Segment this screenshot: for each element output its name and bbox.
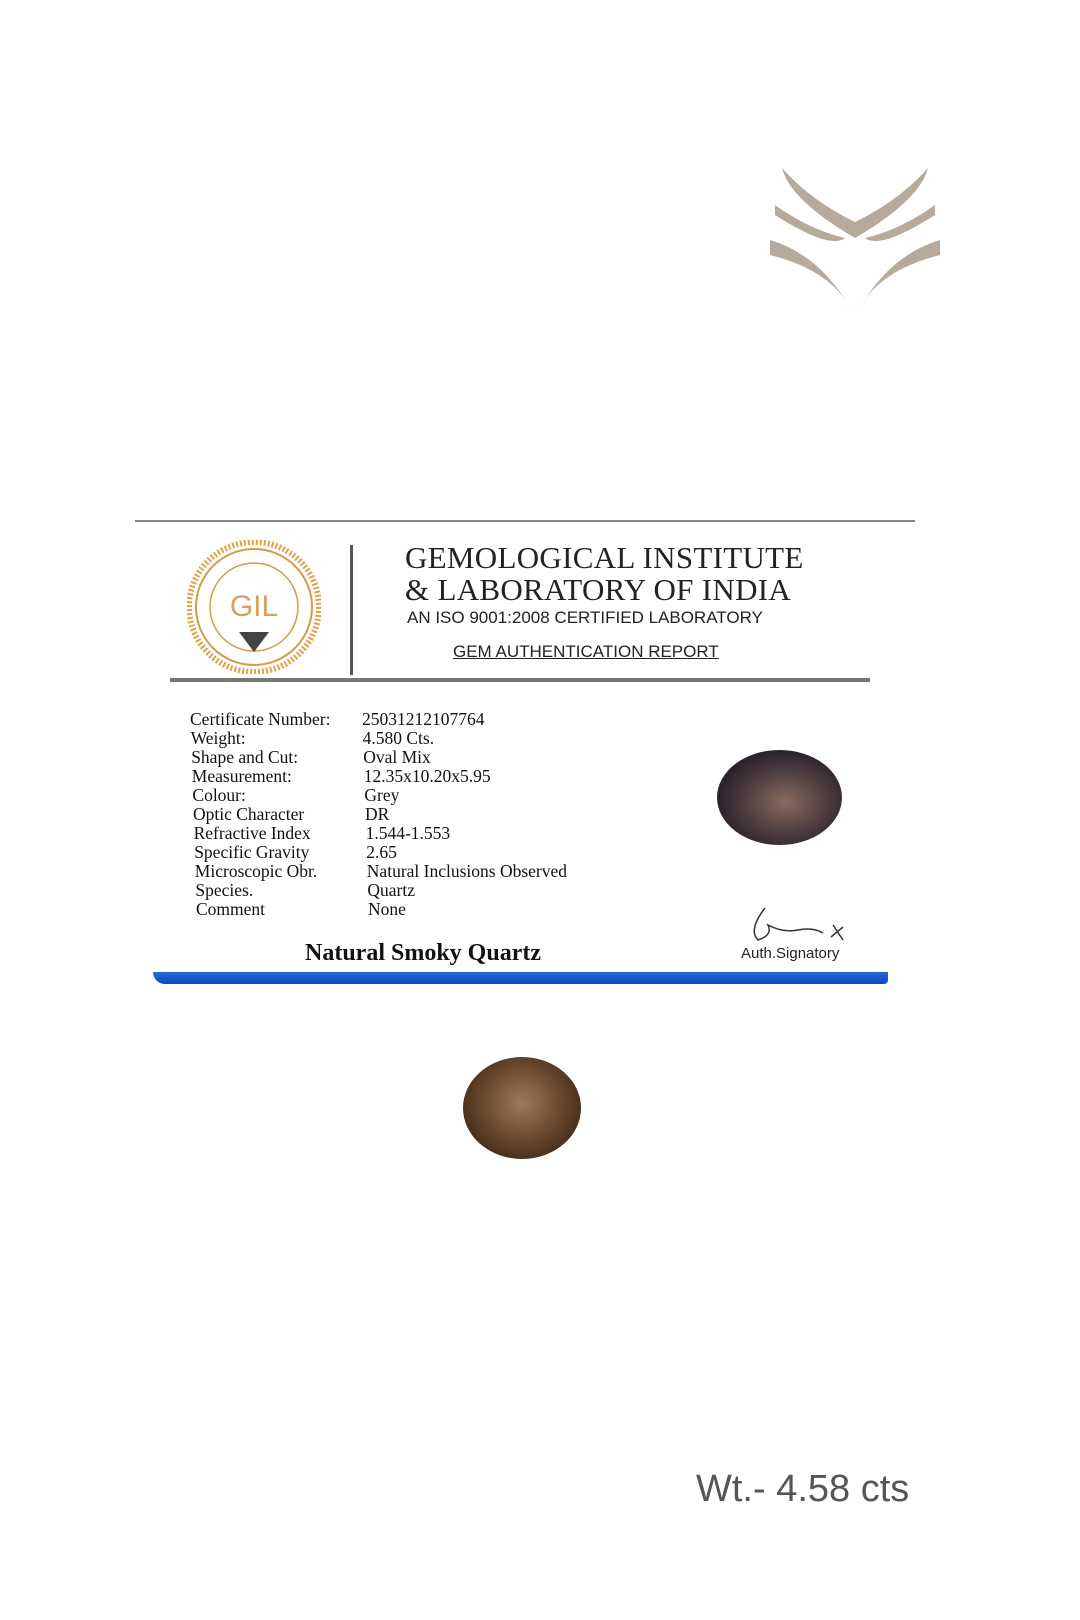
field-label: Certificate Number: (190, 709, 331, 729)
field-label: Measurement: (191, 766, 292, 786)
field-value: 2.65 (366, 842, 397, 862)
field-value: 12.35x10.20x5.95 (363, 766, 491, 786)
brand-logo-icon (770, 160, 940, 320)
institute-line-2: & LABORATORY OF INDIA (405, 572, 792, 607)
gem-certificate (135, 520, 915, 1030)
svg-text:GIL: GIL (229, 590, 279, 623)
field-row (193, 805, 567, 824)
field-label: Comment (196, 899, 266, 919)
field-label: Specific Gravity (194, 842, 310, 862)
report-type: GEM AUTHENTICATION REPORT (453, 642, 719, 661)
divider (170, 678, 870, 682)
gem-photo (717, 750, 842, 845)
field-value: 25031212107764 (362, 709, 485, 729)
institute-line-1: GEMOLOGICAL INSTITUTE (405, 540, 804, 575)
field-row (191, 748, 567, 767)
field-row (194, 824, 567, 843)
gil-seal-icon (187, 540, 321, 674)
field-label: Optic Character (193, 804, 305, 824)
field-row (191, 729, 567, 748)
field-label: Colour: (192, 785, 246, 805)
field-value: Natural Inclusions Observed (366, 861, 568, 881)
field-label: Refractive Index (193, 823, 311, 843)
field-row (196, 900, 567, 919)
field-label: Shape and Cut: (191, 747, 299, 767)
field-value: Grey (364, 785, 400, 805)
signatory-label: Auth.Signatory (741, 945, 840, 962)
divider (350, 545, 353, 675)
field-value: 4.580 Cts. (362, 728, 435, 748)
divider (135, 520, 915, 522)
certificate-fields (190, 710, 567, 919)
field-row (194, 843, 567, 862)
field-value: None (368, 899, 406, 919)
field-row (192, 786, 567, 805)
field-value: Quartz (367, 880, 416, 900)
field-value: Oval Mix (363, 747, 431, 767)
accent-bar (153, 972, 888, 984)
field-value: DR (365, 804, 390, 824)
institute-name (405, 542, 804, 606)
field-label: Weight: (190, 728, 246, 748)
iso-line: AN ISO 9001:2008 CERTIFIED LABORATORY (407, 608, 763, 627)
field-row (192, 767, 567, 786)
field-label: Microscopic Obr. (194, 861, 318, 881)
gem-name: Natural Smoky Quartz (305, 940, 541, 966)
signature-icon (743, 905, 853, 945)
field-row (195, 862, 567, 881)
field-label: Species. (195, 880, 254, 900)
weight-caption: Wt.- 4.58 cts (696, 1468, 910, 1510)
field-row (195, 881, 567, 900)
field-value: 1.544-1.553 (365, 823, 451, 843)
gemstone-photo (463, 1057, 581, 1159)
field-row (190, 710, 567, 729)
